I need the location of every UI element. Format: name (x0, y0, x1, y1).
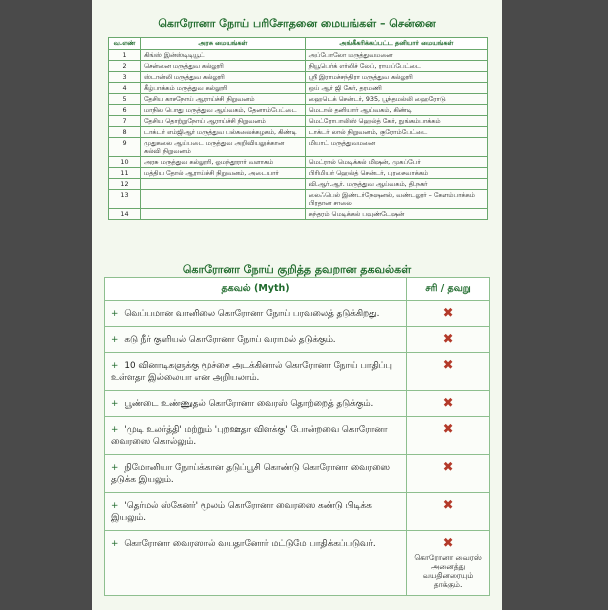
government-center: முதுகலை ஆய்படை மருத்துவ அறிவியலுக்கான கல்வி நிறுவனம் (141, 138, 306, 157)
government-center: டாக்டர் எம்ஜிஆர் மருத்துவ பல்கலைக்கழகம், கிண்டி (141, 127, 306, 138)
private-center: மியாட் மருத்துவமனை (305, 138, 487, 157)
myths-table (104, 277, 490, 596)
table-row (109, 105, 488, 116)
row-number: 11 (109, 168, 141, 179)
myth-text: பூண்டை உண்ணுதல் கொரோனா வைரஸ் தொற்றைத் தடுக்கும். (124, 399, 374, 409)
false-cross-icon: ✖ (442, 396, 454, 411)
table-row (109, 116, 488, 127)
myth-text: கடு நீர் குளியல் கொரோனா நோய் வராமல் தடுக்கும். (124, 335, 336, 345)
row-number: 9 (109, 138, 141, 157)
government-center: மாநில பொது மருத்துவ ஆய்வகம், தேனாம்பேட்டை (141, 105, 306, 116)
private-center: ஒய் ஆர் ஜி கேர், தரமணி (305, 83, 487, 94)
myth-cell (105, 531, 407, 596)
row-number: 8 (109, 127, 141, 138)
table-row (105, 455, 490, 493)
table-row (109, 61, 488, 72)
false-cross-icon: ✖ (442, 358, 454, 373)
verdict-cell (407, 455, 490, 493)
verdict-cell (407, 493, 490, 531)
plus-bullet-icon: + (111, 463, 119, 473)
verdict-cell (407, 301, 490, 327)
plus-bullet-icon: + (111, 309, 119, 319)
table-row (105, 493, 490, 531)
plus-bullet-icon: + (111, 539, 119, 549)
row-number: 7 (109, 116, 141, 127)
table-row (109, 50, 488, 61)
table-row (105, 531, 490, 596)
row-number: 5 (109, 94, 141, 105)
table-row (105, 353, 490, 391)
testing-centers-title: கொரோனா நோய் பரிசோதனை மையங்கள் – சென்னை (158, 17, 436, 30)
table-row (109, 94, 488, 105)
myth-cell (105, 455, 407, 493)
table-row (109, 127, 488, 138)
col-header-verdict: சரி / தவறு (407, 278, 490, 301)
row-number: 14 (109, 209, 141, 220)
government-center: மத்திய தோல் ஆராய்ச்சி நிறுவனம், அடையார் (141, 168, 306, 179)
row-number: 13 (109, 190, 141, 209)
government-center: ஸ்டான்லி மருத்துவ கல்லூரி (141, 72, 306, 83)
table-row (109, 83, 488, 94)
private-center: நியூபெர்க் எர்லிச் லேப், ராயப்பேட்டை (305, 61, 487, 72)
myth-text: வெப்பமான வானிலை கொரோனா நோய் பரவலைத் தடுக்கிறது. (124, 309, 380, 319)
private-center: ஸ்ரீ இராமச்சந்திரா மருத்துவ கல்லூரி (305, 72, 487, 83)
table-row (105, 301, 490, 327)
false-cross-icon: ✖ (442, 332, 454, 347)
government-center: தேசிய தொற்றுநோய் ஆராய்ச்சி நிறுவனம் (141, 116, 306, 127)
row-number: 1 (109, 50, 141, 61)
verdict-cell (407, 417, 490, 455)
plus-bullet-icon: + (111, 425, 119, 435)
verdict-cell (407, 391, 490, 417)
myths-title: கொரோனா நோய் குறித்த தவறான தகவல்கள் (182, 263, 412, 276)
myth-text: 'தெர்மல் ஸ்கேனர்' மூலம் கொரோனா வைரஸை கண்டு பிடிக்க இயலும். (111, 501, 372, 523)
private-center: சுந்தரம் மெடிக்கல் பவுண்டேஷன் (305, 209, 487, 220)
government-center (141, 190, 306, 209)
government-center: அரசு மருத்துவ கல்லூரி, ஓமந்தூரார் வளாகம் (141, 157, 306, 168)
plus-bullet-icon: + (111, 335, 119, 345)
private-center: அப்போலோ மருத்துவமனை (305, 50, 487, 61)
table-row (109, 138, 488, 157)
myth-cell (105, 493, 407, 531)
plus-bullet-icon: + (111, 399, 119, 409)
table-row (109, 190, 488, 209)
testing-centers-table (108, 37, 488, 220)
government-center (141, 179, 306, 190)
false-cross-icon: ✖ (442, 422, 454, 437)
col-header-private: அங்கீகரிக்கப்பட்ட தனியார் மையங்கள் (305, 38, 487, 50)
table-row (105, 327, 490, 353)
verdict-cell (407, 327, 490, 353)
myth-cell (105, 391, 407, 417)
myth-cell (105, 417, 407, 455)
private-center: மெட்ரால் மெடிக்கல் மிஷன், முகப்பேர் (305, 157, 487, 168)
private-center: மெட்ரோபாலிஸ் ஹெல்த் கேர், நுங்கம்பாக்கம் (305, 116, 487, 127)
verdict-note: கொரோனா வைரஸ் அனைத்து வயதினரையும் தாக்கும். (414, 553, 482, 589)
false-cross-icon: ✖ (442, 306, 454, 321)
myth-cell (105, 301, 407, 327)
myth-text: 'முடி உலர்த்தி' மற்றும் 'புறஊதா விளக்கு' போன்றவை கொரோனா வைரஸை கொல்லும். (111, 425, 388, 447)
myth-cell (105, 327, 407, 353)
government-center (141, 209, 306, 220)
table-row (109, 168, 488, 179)
row-number: 3 (109, 72, 141, 83)
private-center: பிரிமியர் ஹெல்த் சென்டர், புரசைவாக்கம் (305, 168, 487, 179)
private-center: மெடால் தனியார் ஆய்வகம், கிண்டி (305, 105, 487, 116)
government-center: கிங்ஸ் இன்ஸ்டிடியூட் (141, 50, 306, 61)
table-row (109, 179, 488, 190)
table-row (105, 417, 490, 455)
plus-bullet-icon: + (111, 501, 119, 511)
row-number: 12 (109, 179, 141, 190)
col-header-myth: தகவல் (Myth) (105, 278, 407, 301)
document-page (92, 0, 502, 610)
table-row (109, 209, 488, 220)
plus-bullet-icon: + (111, 361, 119, 371)
myth-text: கொரோனா வைரஸால் வயதானோர் மட்டுமே பாதிக்கப்படுவர். (124, 539, 376, 549)
government-center: சென்னை மருத்துவ கல்லூரி (141, 61, 306, 72)
table-row (105, 391, 490, 417)
row-number: 2 (109, 61, 141, 72)
government-center: தேசிய காசநோய் ஆராய்ச்சி நிறுவனம் (141, 94, 306, 105)
col-header-government: அரசு மையங்கள் (141, 38, 306, 50)
myth-text: நிமோனியா நோய்க்கான தடுப்பூசி கொண்டு கொரோனா வைரஸை தடுக்க இயலும். (111, 463, 390, 485)
row-number: 10 (109, 157, 141, 168)
private-center: வி.ஆர்.ஆர். மருத்துவ ஆய்வகம், தி.நகர் (305, 179, 487, 190)
myth-text: 10 வினாடிகளுக்கு மூச்சை அடக்கினால் கொரோனா நோய் பாதிப்பு உள்ளதா இல்லையா என அறியலாம். (111, 361, 392, 383)
false-cross-icon: ✖ (442, 460, 454, 475)
col-header-number: வ.எண் (109, 38, 141, 50)
private-center: லைஃபெல் இண்டர்நேஷனல், வண்டலூர் – கேளம்பாக்கம் பிரதான சாலை (305, 190, 487, 209)
private-center: ஹைடெக் சென்டர், 935, பூந்தமல்லி ஹைரோடு (305, 94, 487, 105)
private-center: டாக்டர் லால் நிறுவனம், குரோம்பேட்டை (305, 127, 487, 138)
myth-cell (105, 353, 407, 391)
row-number: 6 (109, 105, 141, 116)
verdict-cell (407, 531, 490, 596)
false-cross-icon: ✖ (442, 498, 454, 513)
table-row (109, 72, 488, 83)
government-center: கீழ்பாக்கம் மருத்துவ கல்லூரி (141, 83, 306, 94)
table-row (109, 157, 488, 168)
row-number: 4 (109, 83, 141, 94)
false-cross-icon: ✖ (442, 536, 454, 551)
verdict-cell (407, 353, 490, 391)
